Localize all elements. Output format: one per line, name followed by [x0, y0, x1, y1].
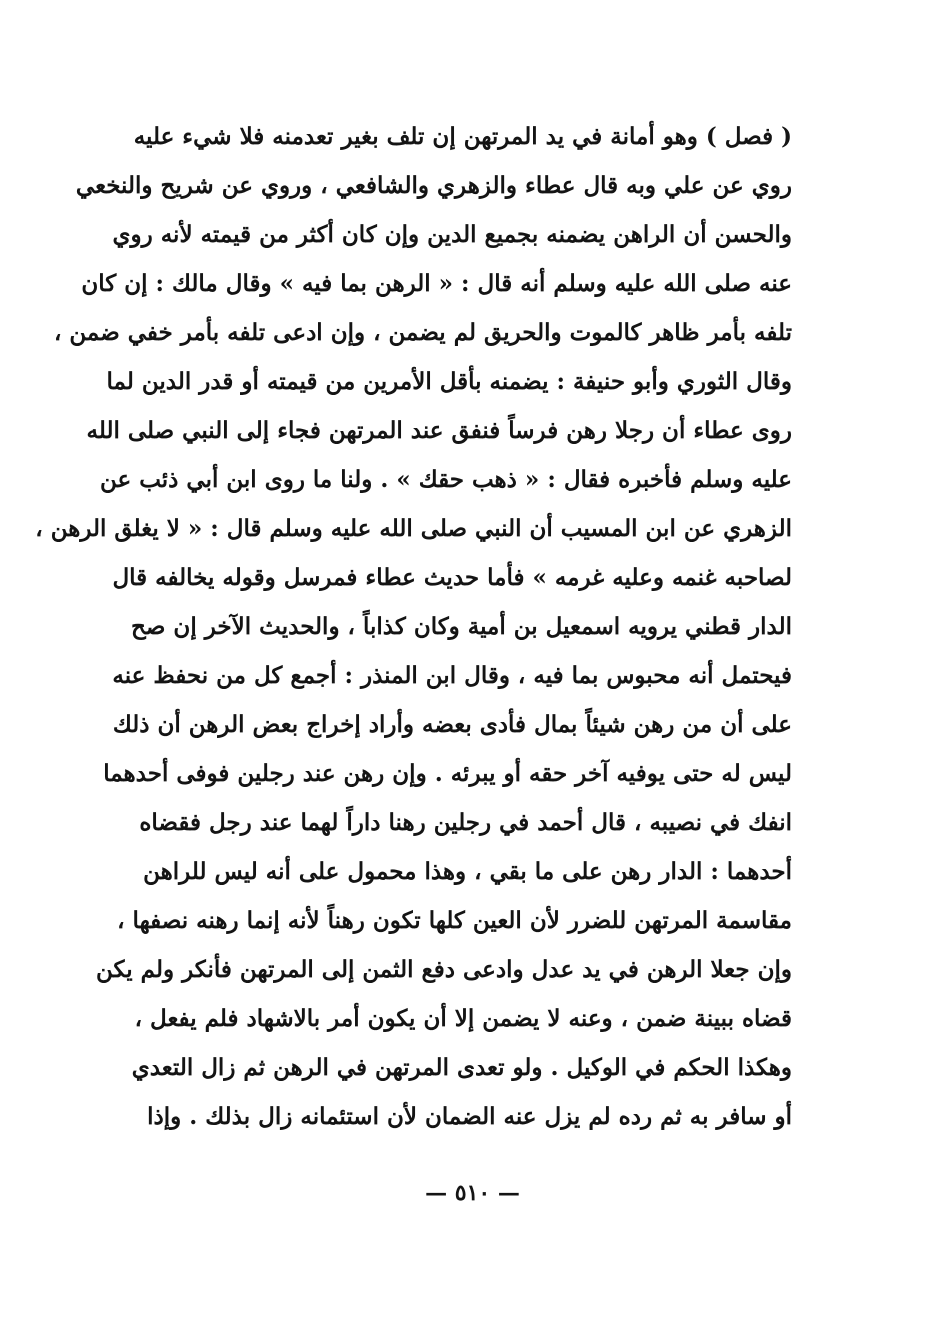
- body-text: [35, 112, 792, 1141]
- text-line: عنه صلى الله عليه وسلم أنه قال : « الرهن بما فيه » وقال مالك : إن كان: [81, 270, 792, 297]
- text-line: روى عطاء أن رجلا رهن فرساً فنفق عند المرتهن فجاء إلى النبي صلى الله: [86, 417, 792, 444]
- text-line: مقاسمة المرتهن للضرر لأن العين كلها تكون رهناً لأنه إنما رهنه نصفها ،: [117, 907, 792, 934]
- text-line: وقال الثوري وأبو حنيفة : يضمنه بأقل الأمرين من قيمته أو قدر الدين لما: [106, 368, 792, 395]
- text-line: وإن جعلا الرهن في يد عدل وادعى دفع الثمن إلى المرتهن فأنكر ولم يكن: [96, 956, 792, 983]
- text-line: عليه وسلم فأخبره فقال : « ذهب حقك » . ولنا ما روى ابن أبي ذئب عن: [99, 466, 792, 493]
- text-line: ليس له حتى يوفيه آخر حقه أو يبرئه . وإن رهن عند رجلين فوفى أحدهما: [103, 760, 792, 787]
- text-line: ( فصل ) وهو أمانة في يد المرتهن إن تلف بغير تعدمنه فلا شيء عليه: [133, 123, 792, 150]
- text-line: انفك في نصيبه ، قال أحمد في رجلين رهنا داراً لهما عند رجل فقضاه: [139, 809, 792, 836]
- text-line: الدار قطني يرويه اسمعيل بن أمية وكان كذاباً ، والحديث الآخر إن صح: [131, 613, 792, 640]
- page-number: — ٥١٠ —: [425, 1180, 520, 1206]
- text-line: لصاحبه غنمه وعليه غرمه » فأما حديث عطاء فمرسل وقوله يخالفه قال: [112, 564, 792, 591]
- text-line: تلفه بأمر ظاهر كالموت والحريق لم يضمن ، وإن ادعى تلفه بأمر خفي ضمن ،: [53, 319, 792, 346]
- text-line: روي عن علي وبه قال عطاء والزهري والشافعي ، وروي عن شريح والنخعي: [75, 172, 792, 199]
- text-line: أو سافر به ثم رده لم يزل عنه الضمان لأن استئمانه زال بذلك . وإذا: [147, 1103, 792, 1130]
- text-line: أحدهما : الدار رهن على ما بقي ، وهذا محمول على أنه ليس للراهن: [143, 858, 792, 885]
- text-line: والحسن أن الراهن يضمنه بجميع الدين وإن كان أكثر من قيمته لأنه روي: [112, 221, 792, 248]
- text-line: وهكذا الحكم في الوكيل . ولو تعدى المرتهن في الرهن ثم زال التعدي: [131, 1054, 792, 1081]
- text-line: قضاه ببينة ضمن ، وعنه لا يضمن إلا أن يكون أمر بالاشهاد فلم يفعل ،: [134, 1005, 792, 1032]
- text-line: فيحتمل أنه محبوس بما فيه ، وقال ابن المنذر : أجمع كل من نحفظ عنه: [112, 662, 792, 689]
- text-line: على أن من رهن شيئاً بمال فأدى بعضه وأراد إخراج بعض الرهن أن ذلك: [112, 711, 792, 738]
- text-line: الزهري عن ابن المسيب أن النبي صلى الله عليه وسلم قال : « لا يغلق الرهن ،: [35, 515, 792, 542]
